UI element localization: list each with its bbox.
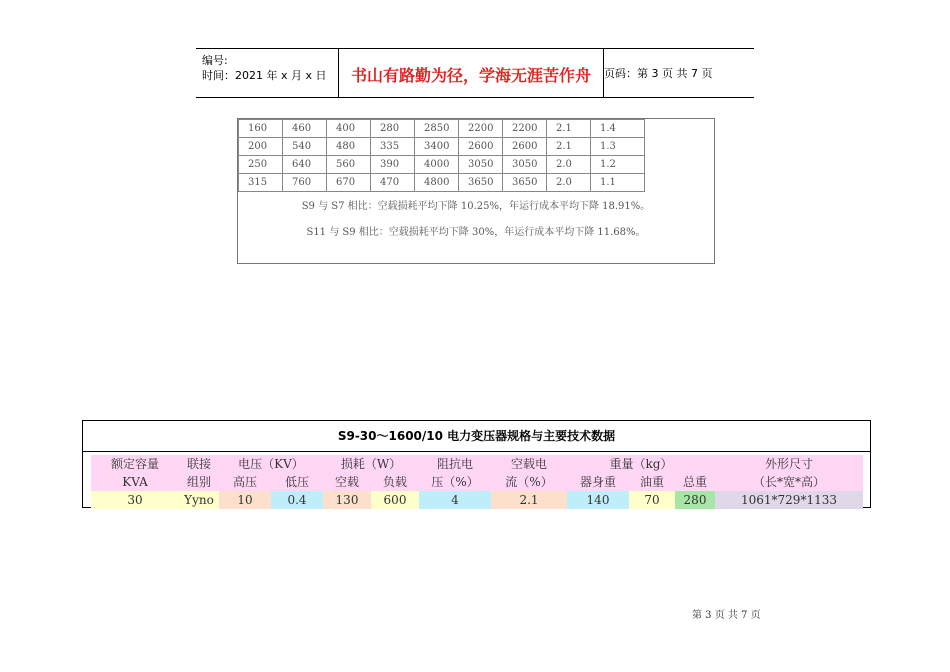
table-cell: 460 (283, 120, 327, 138)
hdr-weight: 重量（kg） (567, 455, 715, 473)
note-s9-vs-s7: S9 与 S7 相比：空载损耗平均下降 10.25%，年运行成本平均下降 18.91%。 (301, 201, 651, 212)
hdr-group: 组别 (179, 473, 219, 491)
val-low-voltage: 0.4 (271, 491, 323, 509)
table-cell: 2.0 (547, 174, 591, 192)
val-noload-current: 2.1 (491, 491, 567, 509)
table-cell: 1.3 (591, 138, 645, 156)
table-cell: 200 (239, 138, 283, 156)
hdr-voltage: 电压（KV） (219, 455, 323, 473)
hdr-kva: KVA (91, 473, 179, 491)
table-cell: 2600 (503, 138, 547, 156)
val-high-voltage: 10 (219, 491, 271, 509)
time-label: 时间：2021 年 x 月 x 日 (202, 69, 327, 82)
table-cell: 3400 (415, 138, 459, 156)
table-cell: 2850 (415, 120, 459, 138)
header-meta (196, 49, 338, 97)
val-noload-loss: 130 (323, 491, 371, 509)
table-cell: 3050 (503, 156, 547, 174)
table-cell: 670 (327, 174, 371, 192)
val-capacity: 30 (91, 491, 179, 509)
table-cell: 540 (283, 138, 327, 156)
val-dimensions: 1061*729*1133 (715, 491, 863, 509)
val-impedance: 4 (419, 491, 491, 509)
val-body-weight: 140 (567, 491, 629, 509)
val-oil-weight: 70 (629, 491, 675, 509)
hdr-noload-current: 空载电 (491, 455, 567, 473)
table-cell: 4000 (415, 156, 459, 174)
val-total-weight: 280 (675, 491, 715, 509)
table-cell: 640 (283, 156, 327, 174)
loss-data-grid (238, 119, 645, 192)
table-cell: 335 (371, 138, 415, 156)
hdr-low-voltage: 低压 (271, 473, 323, 491)
hdr-connection: 联接 (179, 455, 219, 473)
hdr-impedance: 阻抗电 (419, 455, 491, 473)
hdr-impedance-pct: 压（%） (419, 473, 491, 491)
hdr-high-voltage: 高压 (219, 473, 271, 491)
table-cell: 2.1 (547, 120, 591, 138)
motto-cell (338, 49, 604, 97)
page-header (196, 48, 754, 98)
hdr-total-weight: 总重 (675, 473, 715, 491)
hdr-lwh: （长*宽*高） (715, 473, 863, 491)
val-load-loss: 600 (371, 491, 419, 509)
table-cell: 4800 (415, 174, 459, 192)
table-cell: 560 (327, 156, 371, 174)
table-cell: 3650 (459, 174, 503, 192)
table-title: S9-30～1600/10 电力变压器规格与主要技术数据 (337, 429, 616, 443)
loss-comparison-table (237, 118, 715, 264)
table-cell: 1.1 (591, 174, 645, 192)
hdr-body-weight: 器身重 (567, 473, 629, 491)
table-cell: 760 (283, 174, 327, 192)
hdr-dimensions: 外形尺寸 (715, 455, 863, 473)
table-cell: 1.2 (591, 156, 645, 174)
table-cell: 2.1 (547, 138, 591, 156)
table-cell: 250 (239, 156, 283, 174)
motto-text: 书山有路勤为径，学海无涯苦作舟 (350, 66, 591, 85)
number-label: 编号: (202, 54, 228, 67)
title-divider (83, 451, 870, 452)
table-row (239, 138, 645, 156)
table-cell: 2200 (503, 120, 547, 138)
table-cell: 3650 (503, 174, 547, 192)
hdr-oil-weight: 油重 (629, 473, 675, 491)
page-footer: 第 3 页 共 7 页 (692, 610, 761, 621)
val-connection: Yyno (179, 491, 219, 509)
table-row (239, 120, 645, 138)
table-cell: 280 (371, 120, 415, 138)
hdr-noload-loss: 空载 (323, 473, 371, 491)
table-cell: 315 (239, 174, 283, 192)
hdr-loss: 损耗（W） (323, 455, 419, 473)
table-cell: 1.4 (591, 120, 645, 138)
transformer-spec-table (82, 420, 871, 508)
hdr-current-pct: 流（%） (491, 473, 567, 491)
hdr-load-loss: 负载 (371, 473, 419, 491)
note-s11-vs-s9: S11 与 S9 相比：空载损耗平均下降 30%，年运行成本平均下降 11.68%。 (306, 227, 646, 238)
hdr-rated-capacity: 额定容量 (91, 455, 179, 473)
table-cell: 3050 (459, 156, 503, 174)
table-row (239, 174, 645, 192)
table-row (239, 156, 645, 174)
table-cell: 2200 (459, 120, 503, 138)
table-cell: 160 (239, 120, 283, 138)
table-cell: 400 (327, 120, 371, 138)
table-cell: 2600 (459, 138, 503, 156)
table-cell: 2.0 (547, 156, 591, 174)
table-cell: 470 (371, 174, 415, 192)
table-cell: 390 (371, 156, 415, 174)
table-cell: 480 (327, 138, 371, 156)
page-info: 页码：第 3 页 共 7 页 (604, 67, 713, 80)
